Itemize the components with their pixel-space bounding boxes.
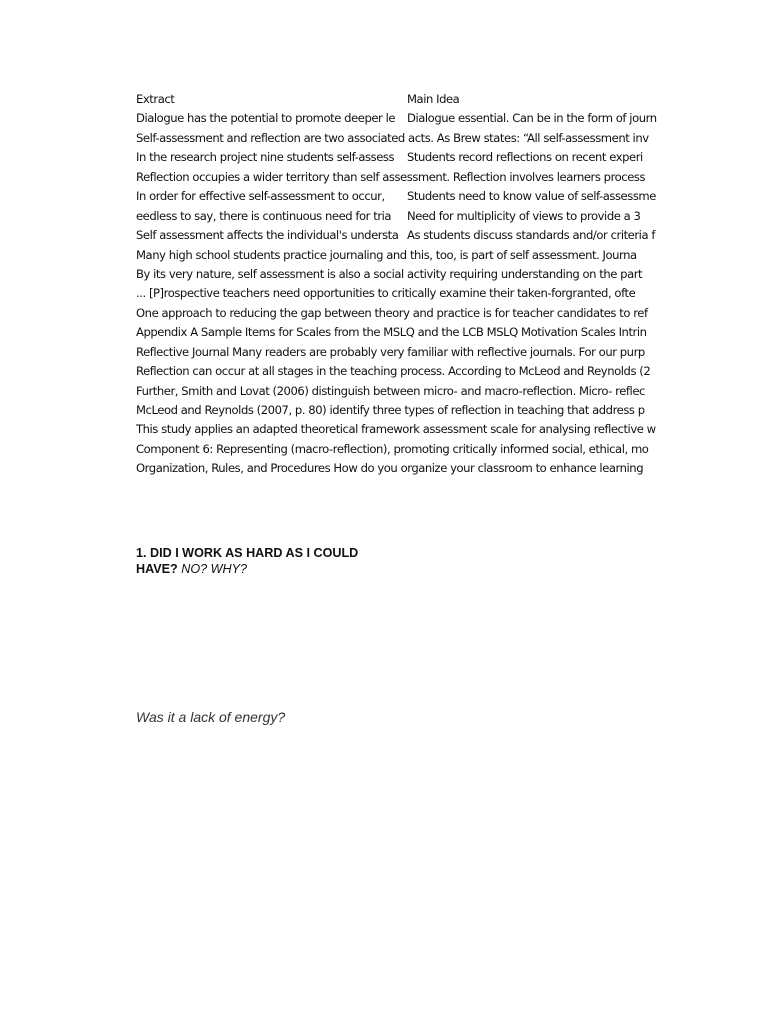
reflection-question — [136, 546, 358, 577]
table-row — [136, 382, 662, 401]
table-row — [136, 362, 662, 381]
table-header-row — [136, 90, 662, 109]
extract-cell: Self assessment affects the individual's understa — [136, 228, 399, 243]
extract-cell: Reflection can occur at all stages in the teaching process. According to McLeod and Reynolds (2 — [136, 364, 651, 379]
main-idea-cell: Dialogue essential. Can be in the form of journ — [407, 111, 657, 126]
table-row — [136, 440, 662, 459]
header-extract: Extract — [136, 92, 175, 106]
extract-cell: This study applies an adapted theoretical framework assessment scale for analysing reflective w — [136, 422, 656, 437]
table-row — [136, 420, 662, 439]
question-line-2-italic: NO? WHY? — [181, 561, 248, 576]
question-line-1: 1. DID I WORK AS HARD AS I COULD — [136, 546, 359, 560]
table-row — [136, 207, 662, 226]
reflection-prompt: Was it a lack of energy? — [136, 709, 286, 725]
table-row — [136, 323, 662, 342]
table-row — [136, 148, 662, 167]
main-idea-cell: Students need to know value of self-assessme — [407, 189, 656, 204]
main-idea-cell: Students record reflections on recent experi — [407, 150, 643, 165]
main-idea-cell: As students discuss standards and/or criteria f — [407, 228, 655, 243]
table-row — [136, 129, 662, 148]
extract-cell: Appendix A Sample Items for Scales from the MSLQ and the LCB MSLQ Motivation Scales Intrin — [136, 325, 647, 340]
extract-cell: eedless to say, there is continuous need for tria — [136, 208, 392, 223]
extract-cell: In the research project nine students self-assess — [136, 150, 395, 165]
extract-cell: Self-assessment and reflection are two associated acts. As Brew states: “All self-assessment inv — [136, 130, 649, 145]
extract-cell: Component 6: Representing (macro-reflection), promoting critically informed social, ethical, mo — [136, 441, 649, 456]
extract-cell: In order for effective self-assessment to occur, — [136, 189, 385, 204]
extract-cell: Dialogue has the potential to promote deeper le — [136, 111, 396, 126]
question-line-2 — [136, 562, 358, 578]
extract-cell: Many high school students practice journaling and this, too, is part of self assessment. Journa — [136, 247, 637, 262]
table-row — [136, 459, 662, 478]
main-idea-cell: Need for multiplicity of views to provide a 3 — [407, 208, 641, 223]
table-row — [136, 401, 662, 420]
extract-cell: McLeod and Reynolds (2007, p. 80) identify three types of reflection in teaching that address p — [136, 403, 645, 417]
table-row — [136, 265, 662, 284]
table-row — [136, 168, 662, 187]
extract-cell: One approach to reducing the gap between theory and practice is for teacher candidates to ref — [136, 305, 648, 320]
table-row — [136, 246, 662, 265]
extract-cell: Further, Smith and Lovat (2006) distinguish between micro- and macro-reflection. Micro- reflec — [136, 383, 645, 398]
table-row — [136, 226, 662, 245]
table-row — [136, 187, 662, 206]
table-row — [136, 284, 662, 303]
question-line-2-bold: HAVE? — [136, 561, 178, 576]
extract-cell: By its very nature, self assessment is also a social activity requiring understanding on the part — [136, 266, 643, 281]
extract-table — [136, 90, 662, 479]
header-main-idea: Main Idea — [407, 92, 460, 106]
table-row — [136, 343, 662, 362]
extract-cell: Reflection occupies a wider territory than self assessment. Reflection involves learners process — [136, 169, 646, 184]
extract-cell: Organization, Rules, and Procedures How do you organize your classroom to enhance learning — [136, 461, 644, 476]
extract-cell: Reflective Journal Many readers are probably very familiar with reflective journals. For our purp — [136, 344, 645, 359]
extract-cell: ... [P]rospective teachers need opportunities to critically examine their taken-forgranted, ofte — [136, 286, 636, 301]
table-row — [136, 304, 662, 323]
table-row — [136, 109, 662, 128]
